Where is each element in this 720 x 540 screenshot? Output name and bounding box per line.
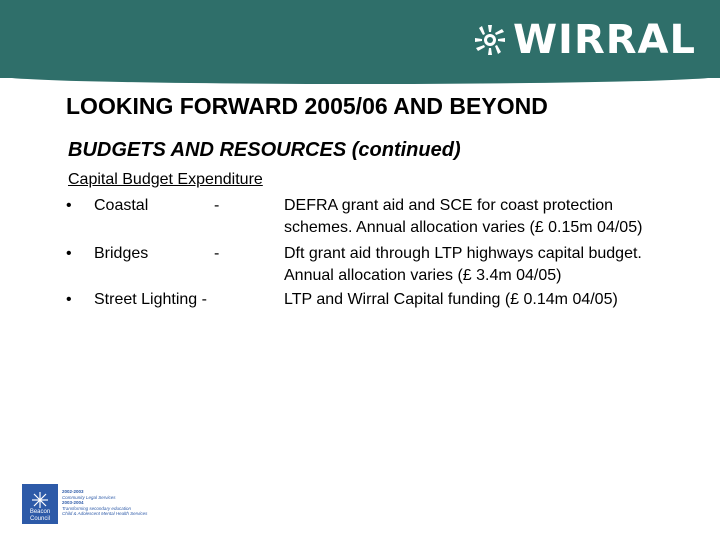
beacon-mark-line: Council xyxy=(29,516,50,522)
beacon-mark-line: Beacon xyxy=(29,509,51,515)
beacon-council-mark xyxy=(22,484,58,524)
beacon-line: Community Legal Services xyxy=(62,494,116,500)
slide-title: LOOKING FORWARD 2005/06 AND BEYOND xyxy=(66,93,548,119)
item-dash: - xyxy=(214,197,220,214)
wirral-logo xyxy=(473,16,696,64)
wirral-sun-icon xyxy=(473,23,507,57)
bullet-icon: • xyxy=(66,245,72,262)
wirral-logo-text: WIRRAL xyxy=(512,17,696,63)
item-description xyxy=(284,243,704,287)
beacon-council-logo xyxy=(22,484,162,526)
description-line: Dft grant aid through LTP highways capital budget. xyxy=(284,245,642,262)
beacon-line: 2002-2003 xyxy=(62,489,84,494)
item-description xyxy=(284,195,704,239)
item-dash: - xyxy=(214,245,220,262)
description-line: schemes. Annual allocation varies (£ 0.15m 04/05) xyxy=(284,219,643,236)
header-band xyxy=(0,0,720,78)
item-name: Street Lighting - xyxy=(94,291,207,308)
beacon-star-icon xyxy=(29,491,51,509)
beacon-line: Transforming secondary education xyxy=(62,505,131,511)
section-label: Capital Budget Expenditure xyxy=(68,171,263,188)
slide-subtitle: BUDGETS AND RESOURCES (continued) xyxy=(68,139,461,161)
beacon-line: Child & Adolescent Mental Health Services xyxy=(62,511,148,516)
description-line: LTP and Wirral Capital funding (£ 0.14m 04/05) xyxy=(284,291,618,308)
item-name: Bridges xyxy=(94,245,149,262)
bullet-icon: • xyxy=(66,197,72,214)
beacon-award-lines xyxy=(62,484,147,517)
bullet-icon: • xyxy=(66,291,72,308)
description-line: DEFRA grant aid and SCE for coast protection xyxy=(284,197,614,214)
item-name: Coastal xyxy=(94,197,149,214)
description-line: Annual allocation varies (£ 3.4m 04/05) xyxy=(284,267,562,284)
beacon-line: 2003-2004 xyxy=(62,500,84,505)
item-description xyxy=(284,289,704,311)
